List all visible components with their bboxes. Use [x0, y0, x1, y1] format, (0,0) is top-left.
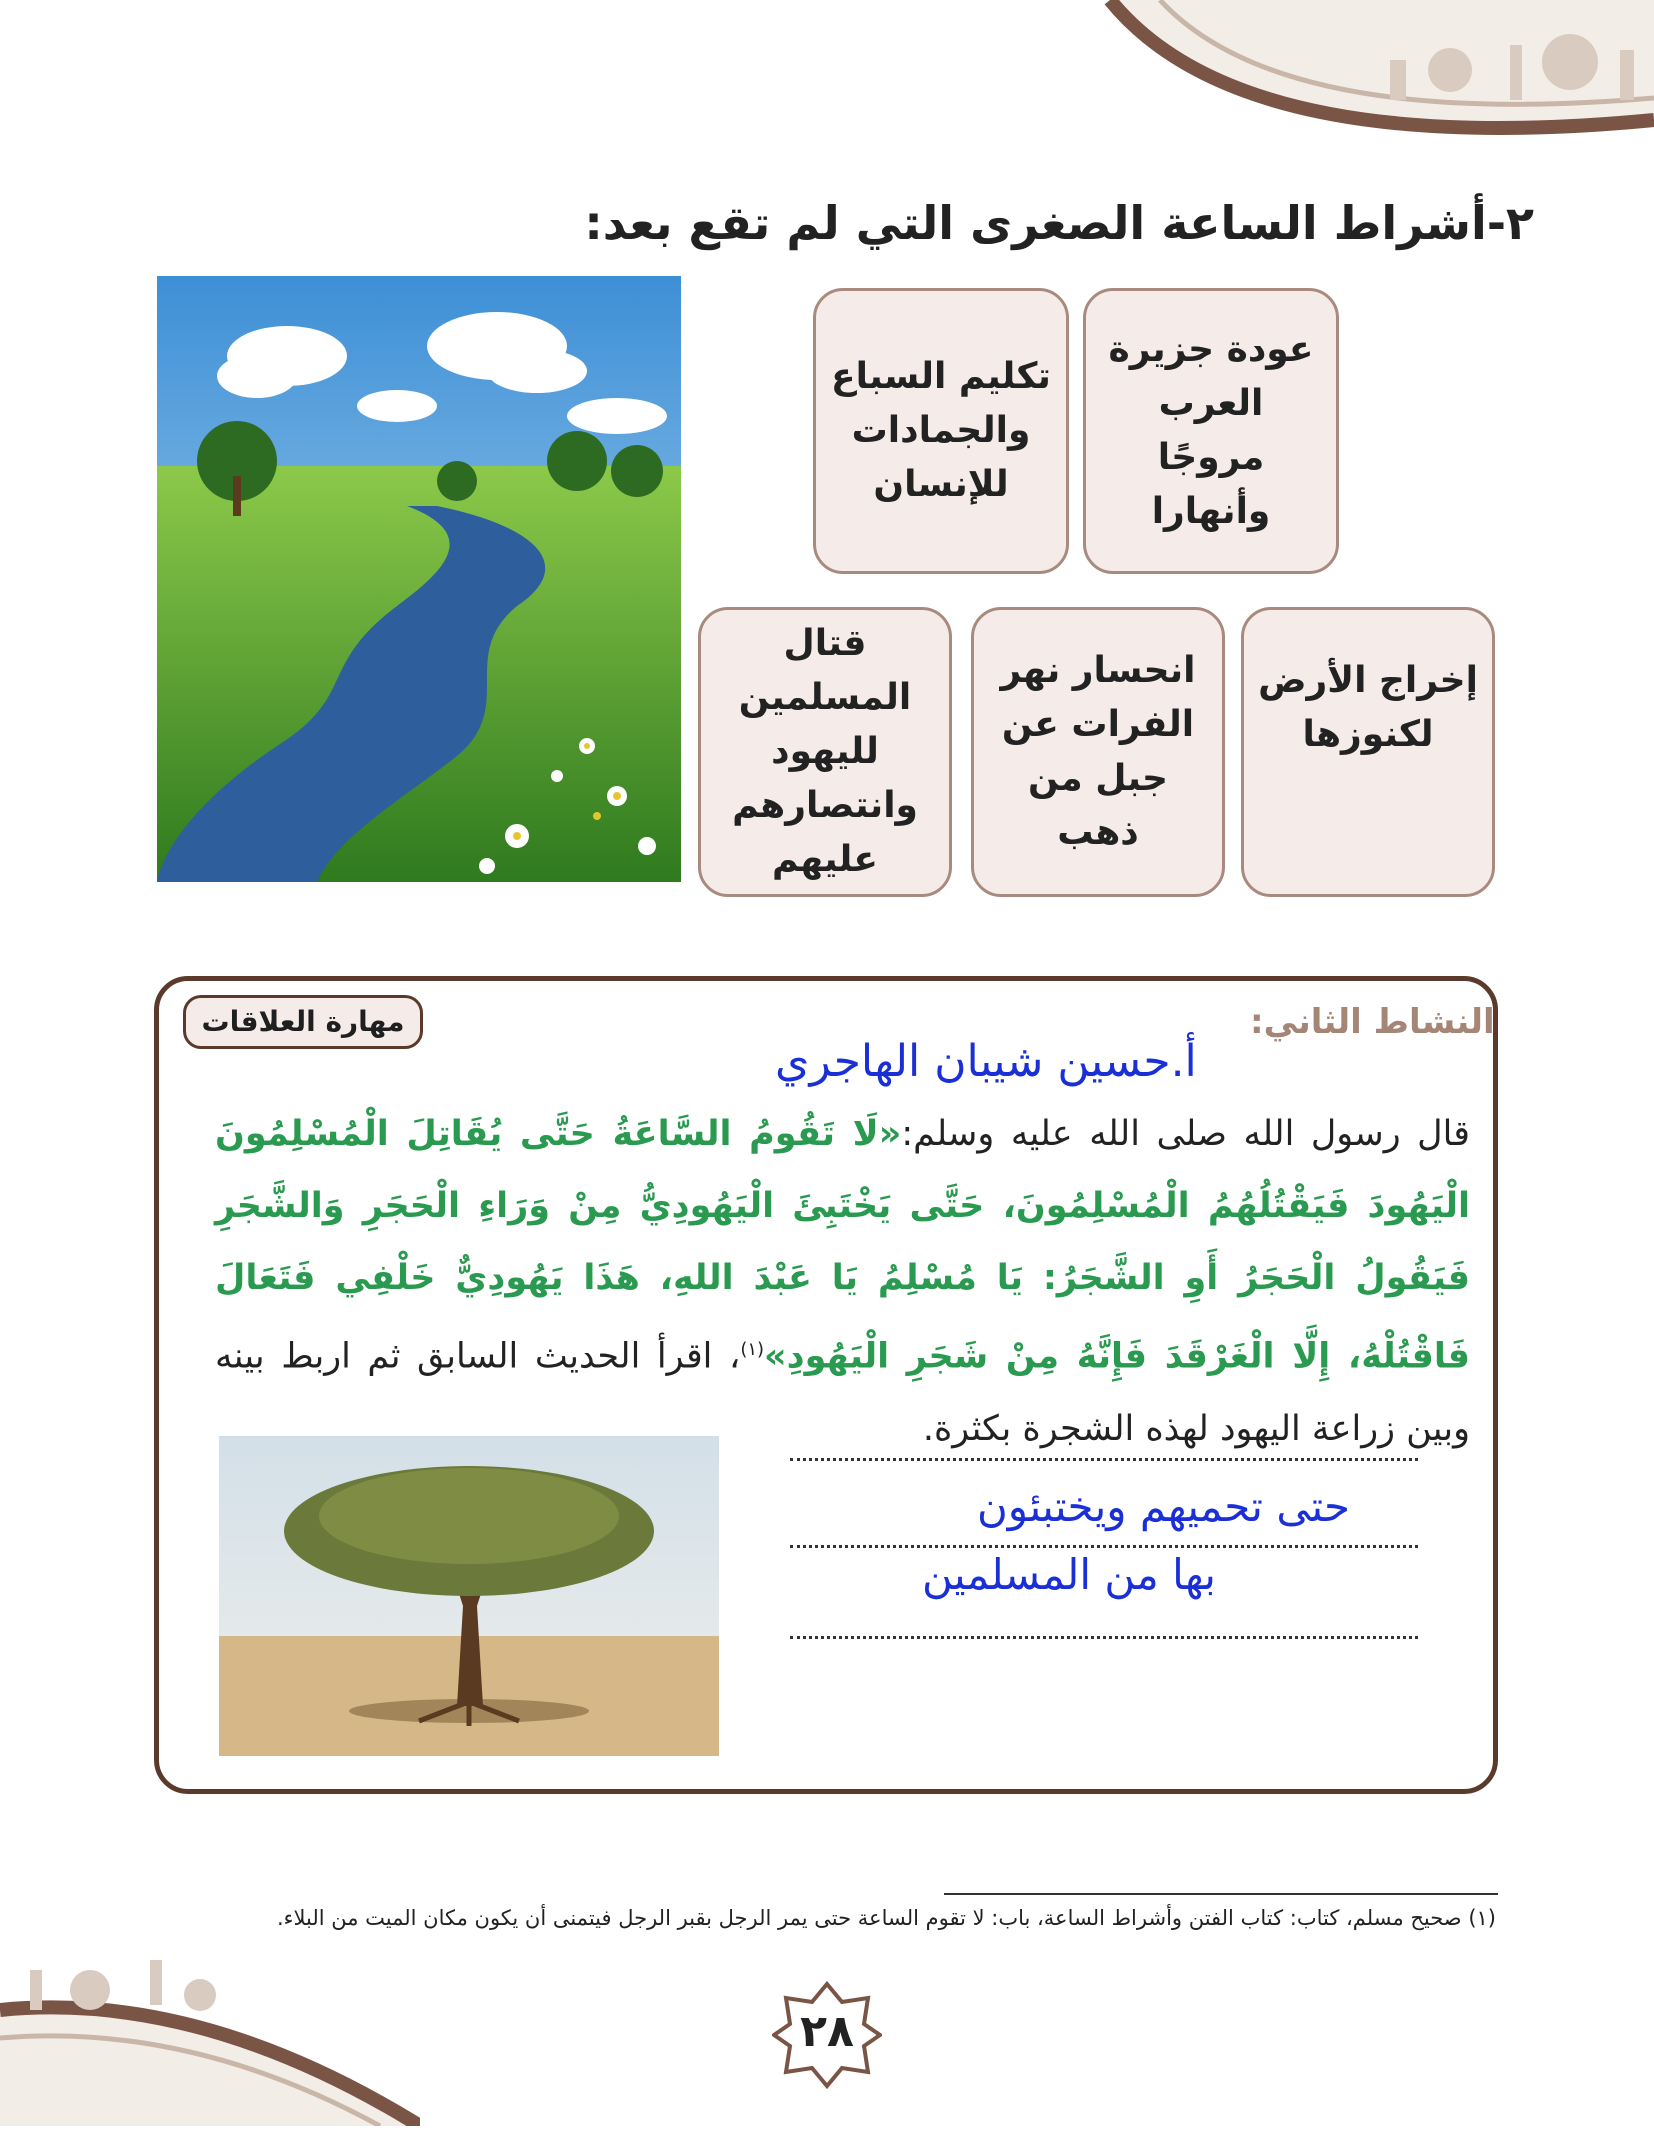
section-heading: ٢-أشراط الساعة الصغرى التي لم تقع بعد:	[584, 196, 1534, 250]
sign-card	[971, 607, 1225, 897]
footnote-reference: (١)	[740, 1339, 765, 1360]
tree-image	[219, 1436, 719, 1756]
decorative-corner-top	[1090, 0, 1654, 150]
hadith-paragraph	[215, 1098, 1470, 1465]
sign-card-line: وأنهارا	[1151, 491, 1271, 532]
teacher-name: أ.حسين شيبان الهاجري	[775, 1036, 1197, 1087]
page-number: ٢٨	[800, 2006, 854, 2057]
sign-card-line: انحسار نهر	[1000, 650, 1196, 691]
sign-card	[698, 607, 952, 897]
answer-line[interactable]	[790, 1458, 1418, 1461]
skill-badge: مهارة العلاقات	[183, 995, 423, 1049]
answer-text: حتى تحميهم ويختبئون	[976, 1482, 1350, 1531]
sign-card-line: للإنسان	[873, 464, 1009, 505]
activity-label: النشاط الثاني:	[1250, 1002, 1495, 1042]
sign-card-line: تكليم السباع	[831, 356, 1051, 397]
footnote: (١) صحيح مسلم، كتاب: كتاب الفتن وأشراط الساعة، باب: لا تقوم الساعة حتى يمر الرجل بقبر الرجل فيتمنى أن يكون مكان الميت من البلاء.	[276, 1906, 1496, 1930]
sign-card-line: عودة جزيرة	[1108, 329, 1314, 370]
sign-card	[1241, 607, 1495, 897]
sign-card-line: والجمادات	[851, 410, 1031, 451]
hadith-intro: قال رسول الله صلى الله عليه وسلم:	[901, 1114, 1470, 1154]
sign-card-line: لكنوزها	[1302, 714, 1434, 755]
sign-card-line: عليهم	[772, 839, 878, 880]
sign-card-line: جبل من ذهب	[1028, 758, 1168, 853]
sign-card-line: وانتصارهم	[732, 785, 918, 826]
river-landscape-image	[157, 276, 681, 882]
sign-card	[813, 288, 1069, 574]
sign-card-line: العرب مروجًا	[1157, 383, 1265, 478]
sign-card-line: إخراج الأرض	[1258, 660, 1478, 701]
decorative-corner-bottom	[0, 1950, 420, 2126]
answer-text: بها من المسلمين	[921, 1550, 1216, 1599]
sign-card-line: الفرات عن	[1001, 704, 1195, 745]
hadith-quote: «لَا تَقُومُ السَّاعَةُ حَتَّى يُقَاتِلَ الْمُسْلِمُونَ الْيَهُودَ فَيَقْتُلُهُمُ الْمُسْلِمُونَ، حَتَّى يَخْتَبِئَ الْيَهُودِيُّ مِنْ وَرَاءِ الْحَجَرِ وَالشَّجَرِ فَيَقُولُ الْحَجَرُ أَوِ الشَّجَرُ: يَا مُسْلِمُ يَا عَبْدَ اللهِ، هَذَا يَهُودِيٌّ خَلْفِي فَتَعَالَ فَاقْتُلْهُ، إِلَّا الْغَرْقَدَ فَإِنَّهُ مِنْ شَجَرِ الْيَهُودِ»	[215, 1114, 1470, 1377]
sign-card	[1083, 288, 1339, 574]
answer-line[interactable]	[790, 1545, 1418, 1548]
answer-line[interactable]	[790, 1636, 1418, 1639]
activity-instruction: ، اقرأ الحديث السابق ثم اربط بينه وبين زراعة اليهود لهذه الشجرة بكثرة.	[215, 1336, 1470, 1449]
footnote-rule	[944, 1893, 1498, 1895]
sign-card-line: لليهود	[771, 731, 879, 772]
sign-card-line: قتال المسلمين	[738, 623, 912, 718]
